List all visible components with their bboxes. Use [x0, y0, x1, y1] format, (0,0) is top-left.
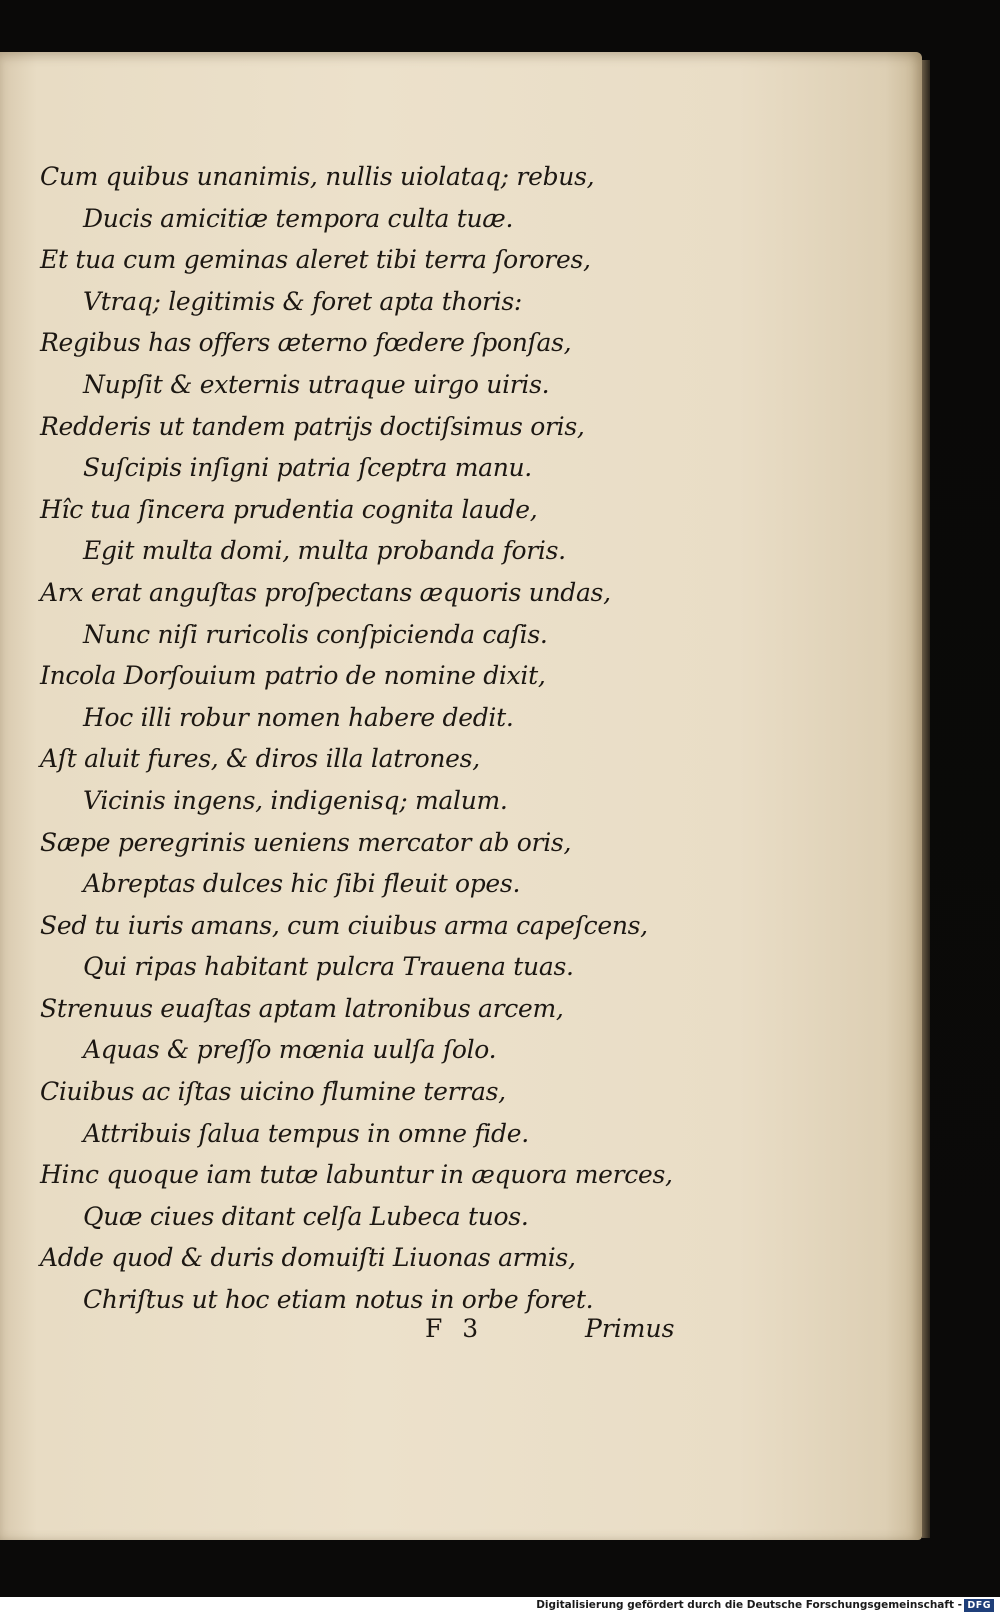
- poem-line-22: Aquas & preſſo mœnia uulſa ſolo.: [83, 1035, 497, 1065]
- poem-line-15: Aſt aluit fures, & diros illa latrones,: [40, 744, 480, 774]
- poem-line-17: Sæpe peregrinis ueniens mercator ab oris,: [40, 827, 572, 857]
- poem-line-5: Regibus has offers æterno fœdere ſponſas,: [40, 328, 572, 358]
- book-page: [0, 52, 922, 1540]
- credit-bar: [0, 1597, 1000, 1615]
- catchword: Primus: [585, 1314, 675, 1343]
- poem-line-20: Qui ripas habitant pulcra Trauena tuas.: [83, 952, 574, 982]
- poem-line-28: Chriſtus ut hoc etiam notus in orbe foret.: [83, 1285, 594, 1315]
- poem-line-18: Abreptas dulces hic ſibi fleuit opes.: [83, 869, 521, 899]
- poem-line-3: Et tua cum geminas aleret tibi terra ſorores,: [40, 245, 591, 275]
- poem-line-27: Adde quod & duris domuiſti Liuonas armis,: [40, 1243, 576, 1273]
- poem-line-8: Suſcipis inſigni patria ſceptra manu.: [83, 453, 532, 483]
- poem-line-26: Quæ ciues ditant celſa Lubeca tuos.: [83, 1201, 529, 1231]
- signature-mark: F 3: [425, 1314, 485, 1343]
- poem-line-9: Hîc tua ſincera prudentia cognita laude,: [40, 494, 538, 524]
- poem-line-1: Cum quibus unanimis, nullis uiolataq; rebus,: [40, 162, 595, 191]
- poem-line-23: Ciuibus ac iſtas uicino flumine terras,: [40, 1077, 506, 1107]
- poem-line-10: Egit multa domi, multa probanda foris.: [83, 536, 566, 566]
- poem-line-25: Hinc quoque iam tutæ labuntur in æquora merces,: [40, 1160, 673, 1190]
- poem-line-4: Vtraq; legitimis & foret apta thoris:: [83, 286, 522, 316]
- dfg-logo: DFG: [964, 1599, 994, 1612]
- poem-line-12: Nunc niſi ruricolis conſpicienda caſis.: [83, 619, 548, 649]
- poem-line-24: Attribuis ſalua tempus in omne fide.: [83, 1118, 529, 1148]
- page-edge-shadow: [922, 60, 930, 1538]
- page-footer: [0, 1314, 922, 1354]
- poem-line-21: Strenuus euaſtas aptam latronibus arcem,: [40, 993, 564, 1023]
- poem-text: [40, 156, 760, 1321]
- poem-line-7: Redderis ut tandem patrijs doctiſsimus oris,: [40, 411, 585, 441]
- poem-line-13: Incola Dorſouium patrio de nomine dixit,: [40, 661, 546, 691]
- poem-line-2: Ducis amicitiæ tempora culta tuæ.: [83, 203, 514, 233]
- poem-line-14: Hoc illi robur nomen habere dedit.: [83, 702, 514, 732]
- poem-line-11: Arx erat anguſtas proſpectans æquoris undas,: [40, 577, 611, 607]
- poem-line-19: Sed tu iuris amans, cum ciuibus arma capeſcens,: [40, 910, 648, 940]
- credit-text: Digitalisierung gefördert durch die Deutsche Forschungsgemeinschaft -: [536, 1599, 962, 1611]
- poem-line-16: Vicinis ingens, indigenisq; malum.: [83, 785, 508, 815]
- poem-line-6: Nupſit & externis utraque uirgo uiris.: [83, 369, 550, 399]
